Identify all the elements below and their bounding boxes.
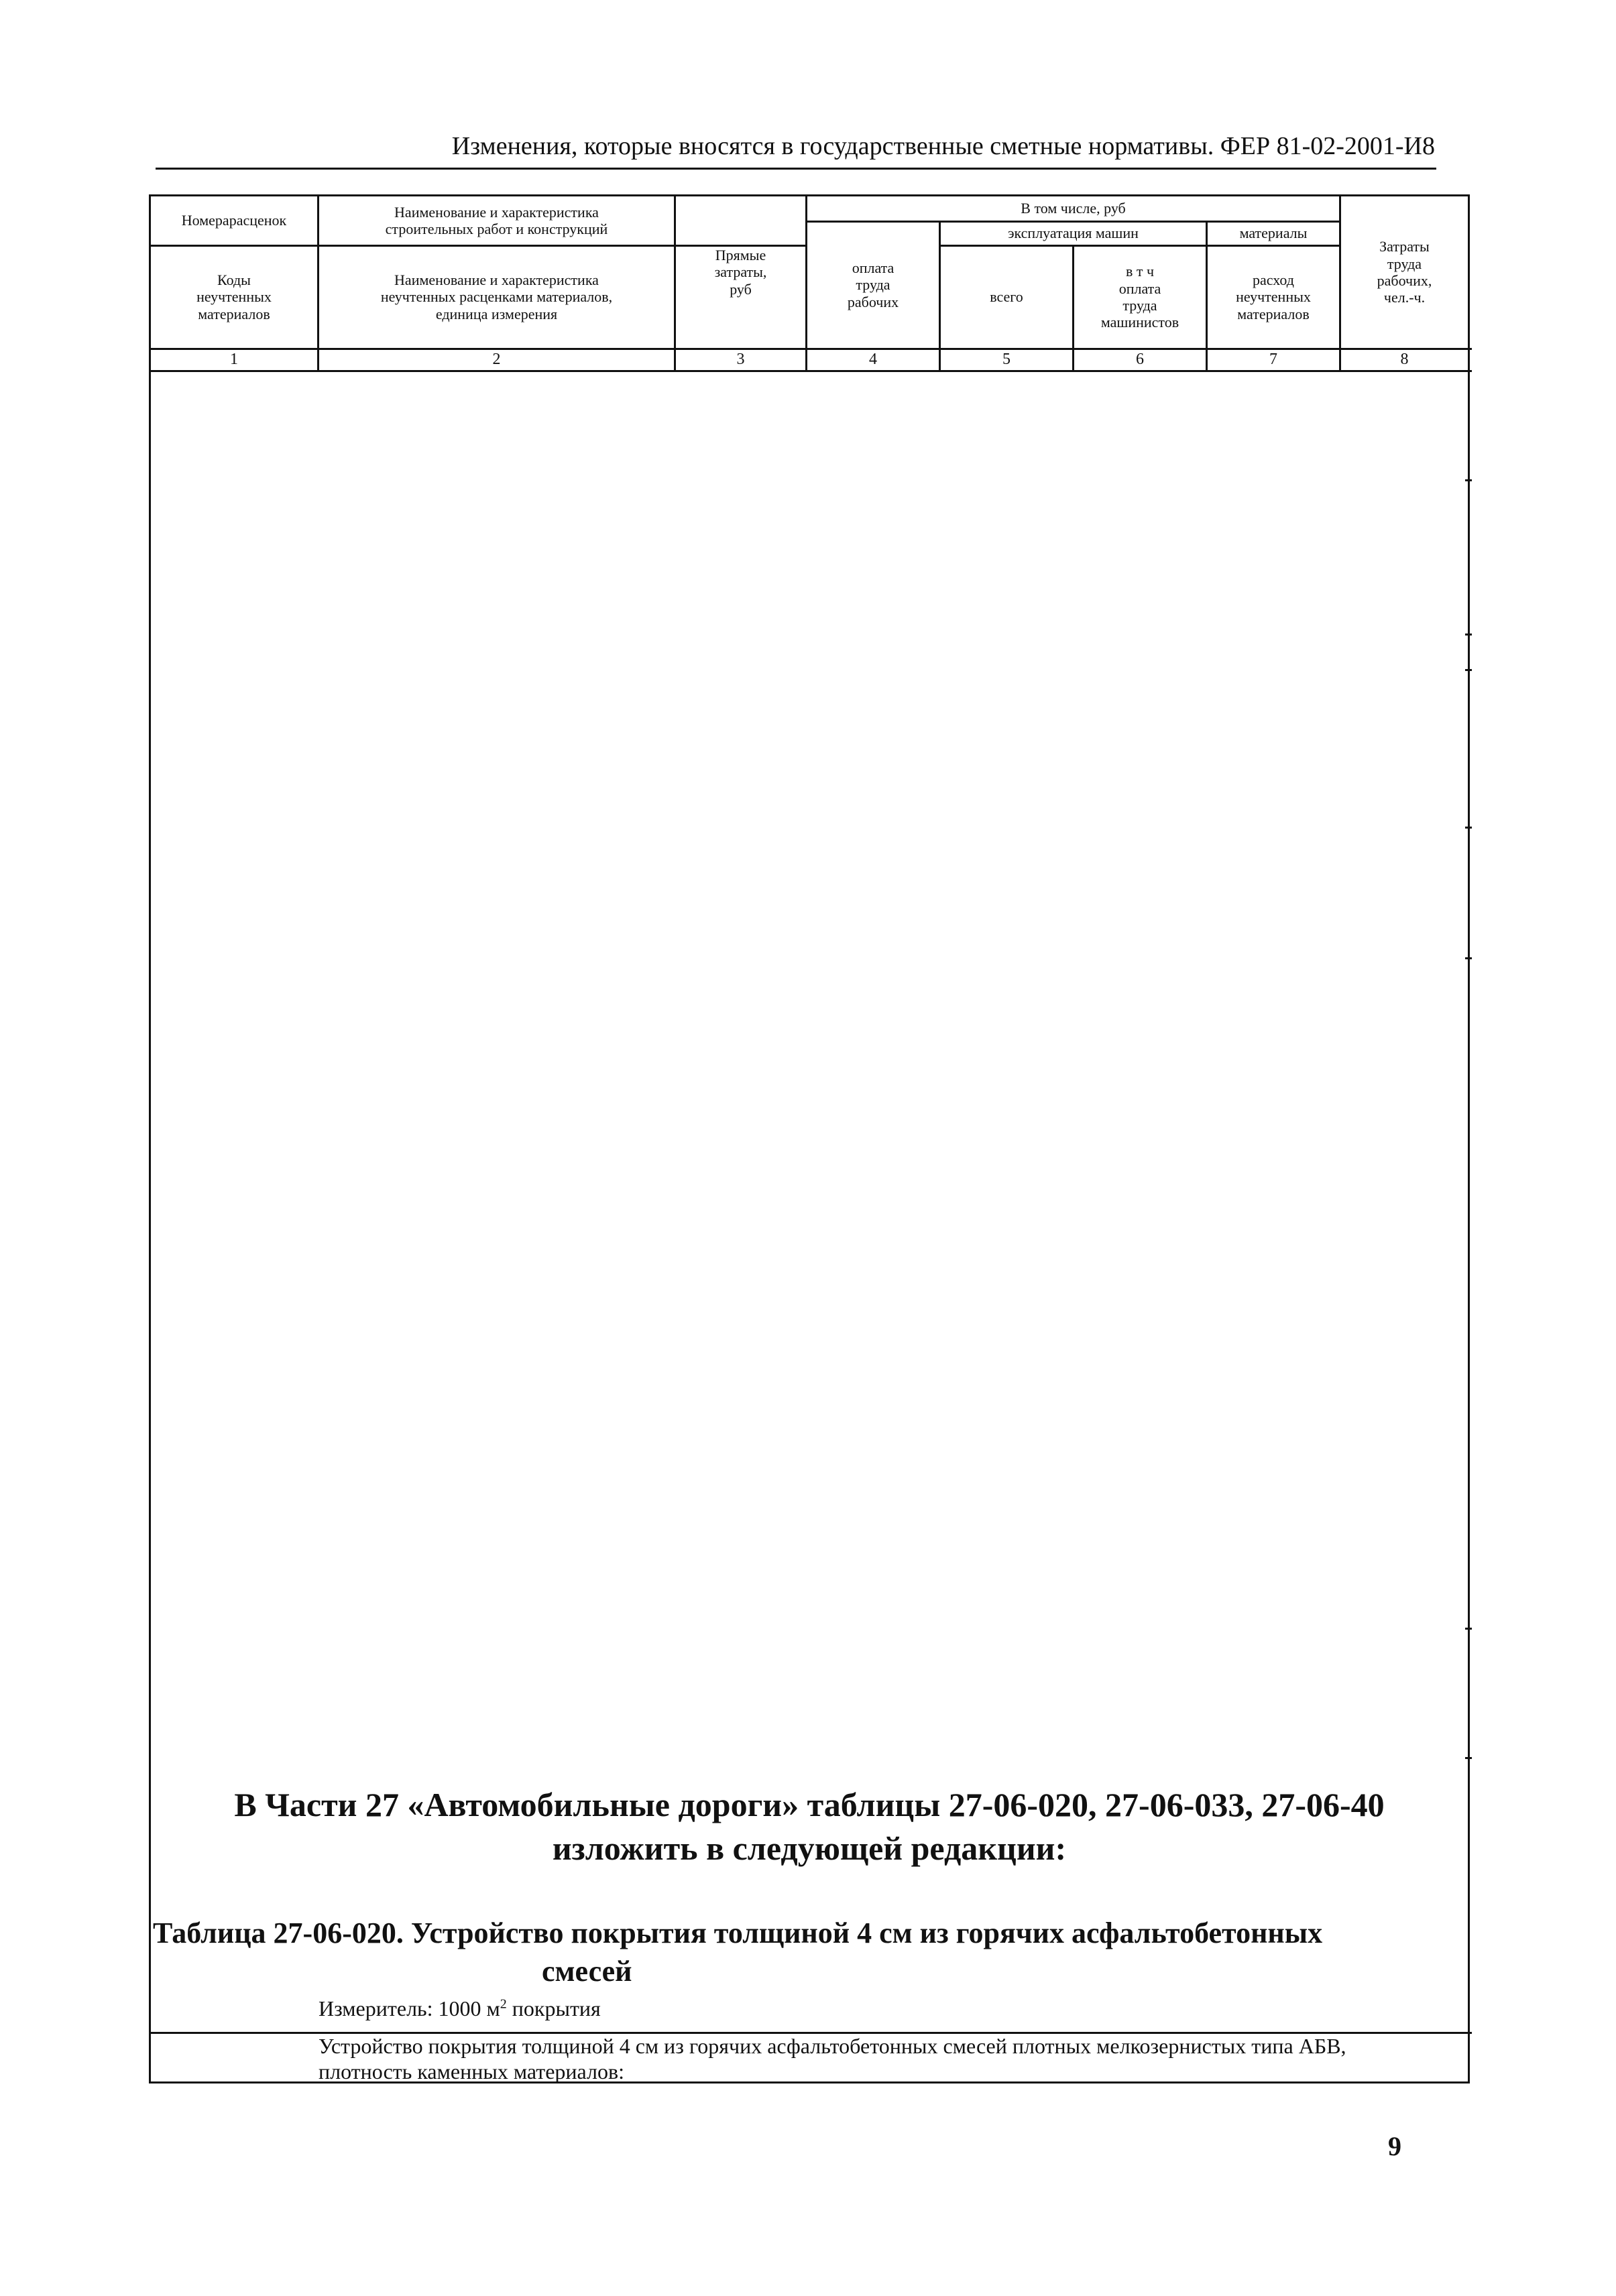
- col6-header: в т ч оплата труда машинистов: [1100, 263, 1179, 331]
- col4-header: оплата труда рабочих: [847, 259, 899, 310]
- column-number-2: 2: [492, 351, 501, 369]
- column-number-6: 6: [1136, 351, 1144, 369]
- running-header: Изменения, которые вносятся в государственные сметные нормативы. ФЕР 81-02-2001-И8: [451, 132, 1435, 160]
- page-number: 9: [1388, 2131, 1401, 2161]
- col2-top-header: Наименование и характеристика строительных работ и конструкций: [385, 203, 608, 237]
- col3-header: Прямые затраты, руб: [714, 247, 767, 298]
- margin-tick: [1465, 827, 1472, 829]
- column-number-4: 4: [869, 351, 877, 369]
- machines-header: эксплуатация машин: [1008, 225, 1139, 242]
- header-rule: [156, 168, 1436, 170]
- margin-tick: [1465, 1757, 1472, 1759]
- margin-tick: [1465, 957, 1472, 959]
- margin-tick: [1465, 669, 1472, 671]
- col8-header: Затраты труда рабочих, чел.-ч.: [1377, 238, 1432, 306]
- measure-unit: Измеритель: 1000 $м^2$ покрытия: [319, 1996, 601, 2020]
- col1-bottom-header: Коды неучтенных материалов: [196, 271, 272, 322]
- column-number-7: 7: [1269, 351, 1277, 369]
- column-number-1: 1: [230, 351, 238, 369]
- col7-header: расход неучтенных материалов: [1236, 271, 1311, 322]
- column-number-8: 8: [1400, 351, 1409, 369]
- col5-header: всего: [990, 288, 1023, 306]
- col1-top-header: Номера расценок: [181, 212, 287, 229]
- margin-tick: [1465, 479, 1472, 481]
- materials-header: материалы: [1239, 225, 1308, 242]
- group-header: В том числе, руб: [1021, 200, 1126, 217]
- section-title: В Части 27 «Автомобильные дороги» таблицы 27-06-020, 27-06-033, 27-06-40 изложить в следующей редакции:: [234, 1786, 1385, 1867]
- column-number-3: 3: [736, 351, 745, 369]
- work-description: Устройство покрытия толщиной 4 см из горячих асфальтобетонных смесей плотных мелкозернистых типа АБВ, плотность каменных материалов:: [319, 2034, 1346, 2084]
- margin-tick: [1465, 1628, 1472, 1630]
- table-caption: Таблица 27-06-020. Устройство покрытия толщиной 4 см из горячих асфальтобетонных смесей: [153, 1917, 1323, 1988]
- margin-tick: [1465, 633, 1472, 636]
- col2-bottom-header: Наименование и характеристика неучтенных расценками материалов, единица измерения: [380, 271, 613, 322]
- column-number-5: 5: [1002, 351, 1011, 369]
